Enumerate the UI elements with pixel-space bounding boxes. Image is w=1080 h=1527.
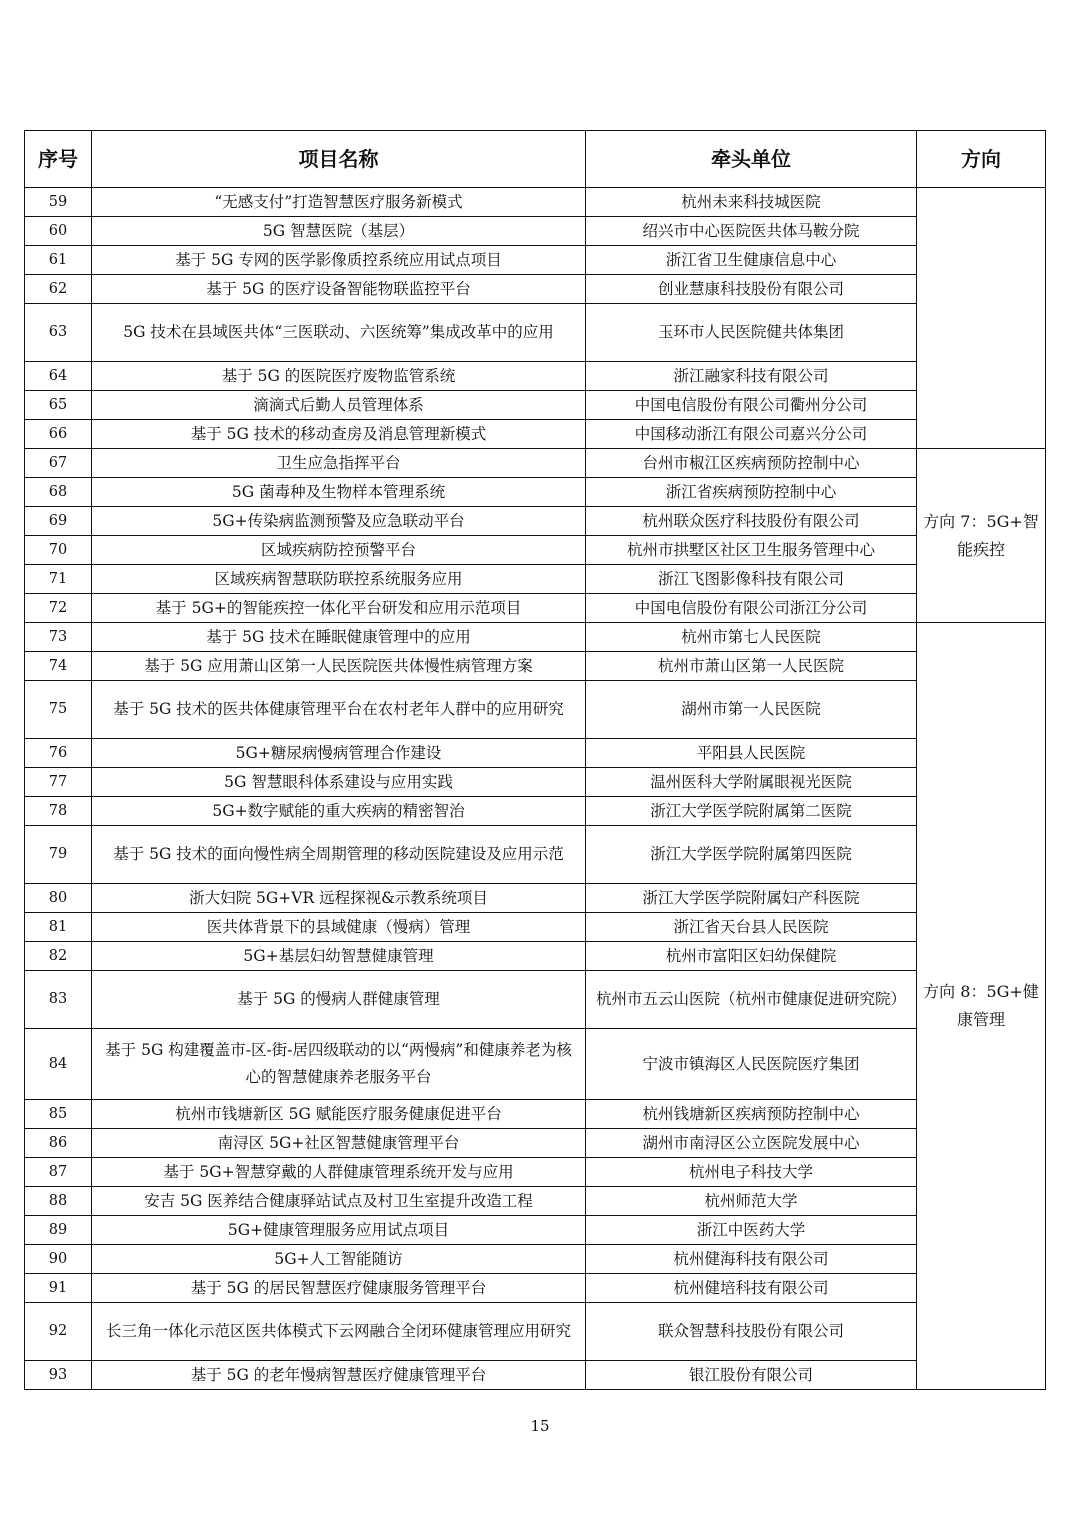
table-row bbox=[25, 1187, 1046, 1216]
table-row bbox=[25, 362, 1046, 391]
direction-cell: 方向 8：5G+健康管理 bbox=[917, 623, 1046, 1390]
table-row bbox=[25, 217, 1046, 246]
lead-unit-cell: 杭州未来科技城医院 bbox=[586, 188, 917, 217]
serial-number-cell: 76 bbox=[25, 739, 92, 768]
lead-unit-cell: 杭州健海科技有限公司 bbox=[586, 1245, 917, 1274]
table-row bbox=[25, 971, 1046, 1029]
header-project-name: 项目名称 bbox=[92, 131, 586, 188]
serial-number-cell: 88 bbox=[25, 1187, 92, 1216]
lead-unit-cell: 浙江融家科技有限公司 bbox=[586, 362, 917, 391]
table-row bbox=[25, 681, 1046, 739]
project-name-cell: 医共体背景下的县域健康（慢病）管理 bbox=[92, 913, 586, 942]
serial-number-cell: 90 bbox=[25, 1245, 92, 1274]
serial-number-cell: 69 bbox=[25, 507, 92, 536]
serial-number-cell: 64 bbox=[25, 362, 92, 391]
lead-unit-cell: 杭州市萧山区第一人民医院 bbox=[586, 652, 917, 681]
table-row bbox=[25, 1303, 1046, 1361]
lead-unit-cell: 联众智慧科技股份有限公司 bbox=[586, 1303, 917, 1361]
serial-number-cell: 84 bbox=[25, 1029, 92, 1100]
project-name-cell: 基于 5G 的医疗设备智能物联监控平台 bbox=[92, 275, 586, 304]
project-name-cell: 卫生应急指挥平台 bbox=[92, 449, 586, 478]
table-row bbox=[25, 275, 1046, 304]
lead-unit-cell: 杭州市第七人民医院 bbox=[586, 623, 917, 652]
serial-number-cell: 74 bbox=[25, 652, 92, 681]
project-name-cell: 5G+糖尿病慢病管理合作建设 bbox=[92, 739, 586, 768]
table-row bbox=[25, 449, 1046, 478]
lead-unit-cell: 台州市椒江区疾病预防控制中心 bbox=[586, 449, 917, 478]
lead-unit-cell: 玉环市人民医院健共体集团 bbox=[586, 304, 917, 362]
project-name-cell: 基于 5G 的慢病人群健康管理 bbox=[92, 971, 586, 1029]
serial-number-cell: 83 bbox=[25, 971, 92, 1029]
table-row bbox=[25, 565, 1046, 594]
project-name-cell: 基于 5G 构建覆盖市-区-街-居四级联动的以“两慢病”和健康养老为核心的智慧健康养老服务平台 bbox=[92, 1029, 586, 1100]
serial-number-cell: 61 bbox=[25, 246, 92, 275]
serial-number-cell: 66 bbox=[25, 420, 92, 449]
lead-unit-cell: 杭州钱塘新区疾病预防控制中心 bbox=[586, 1100, 917, 1129]
lead-unit-cell: 绍兴市中心医院医共体马鞍分院 bbox=[586, 217, 917, 246]
lead-unit-cell: 宁波市镇海区人民医院医疗集团 bbox=[586, 1029, 917, 1100]
project-name-cell: 基于 5G 的老年慢病智慧医疗健康管理平台 bbox=[92, 1361, 586, 1390]
direction-cell bbox=[917, 188, 1046, 449]
lead-unit-cell: 浙江省卫生健康信息中心 bbox=[586, 246, 917, 275]
lead-unit-cell: 杭州市五云山医院（杭州市健康促进研究院） bbox=[586, 971, 917, 1029]
table-row bbox=[25, 420, 1046, 449]
table-row bbox=[25, 1216, 1046, 1245]
project-name-cell: 5G 智慧医院（基层） bbox=[92, 217, 586, 246]
table-row bbox=[25, 913, 1046, 942]
direction-cell: 方向 7：5G+智能疾控 bbox=[917, 449, 1046, 623]
table-row bbox=[25, 536, 1046, 565]
table-row bbox=[25, 797, 1046, 826]
project-name-cell: 5G 智慧眼科体系建设与应用实践 bbox=[92, 768, 586, 797]
lead-unit-cell: 平阳县人民医院 bbox=[586, 739, 917, 768]
project-name-cell: 5G+数字赋能的重大疾病的精密智治 bbox=[92, 797, 586, 826]
table-row bbox=[25, 478, 1046, 507]
lead-unit-cell: 中国移动浙江有限公司嘉兴分公司 bbox=[586, 420, 917, 449]
lead-unit-cell: 浙江大学医学院附属第四医院 bbox=[586, 826, 917, 884]
table-row bbox=[25, 739, 1046, 768]
project-name-cell: 5G+基层妇幼智慧健康管理 bbox=[92, 942, 586, 971]
project-name-cell: 基于 5G 技术在睡眠健康管理中的应用 bbox=[92, 623, 586, 652]
project-name-cell: 基于 5G 技术的面向慢性病全周期管理的移动医院建设及应用示范 bbox=[92, 826, 586, 884]
table-row bbox=[25, 594, 1046, 623]
serial-number-cell: 82 bbox=[25, 942, 92, 971]
table-row bbox=[25, 1361, 1046, 1390]
lead-unit-cell: 湖州市南浔区公立医院发展中心 bbox=[586, 1129, 917, 1158]
table-header-row bbox=[25, 131, 1046, 188]
lead-unit-cell: 创业慧康科技股份有限公司 bbox=[586, 275, 917, 304]
project-name-cell: 基于 5G 应用萧山区第一人民医院医共体慢性病管理方案 bbox=[92, 652, 586, 681]
lead-unit-cell: 杭州市富阳区妇幼保健院 bbox=[586, 942, 917, 971]
serial-number-cell: 67 bbox=[25, 449, 92, 478]
table-row bbox=[25, 768, 1046, 797]
project-name-cell: 浙大妇院 5G+VR 远程探视&示教系统项目 bbox=[92, 884, 586, 913]
serial-number-cell: 75 bbox=[25, 681, 92, 739]
table-row bbox=[25, 391, 1046, 420]
lead-unit-cell: 浙江大学医学院附属妇产科医院 bbox=[586, 884, 917, 913]
serial-number-cell: 71 bbox=[25, 565, 92, 594]
lead-unit-cell: 浙江大学医学院附属第二医院 bbox=[586, 797, 917, 826]
project-name-cell: 5G+健康管理服务应用试点项目 bbox=[92, 1216, 586, 1245]
project-name-cell: 5G 菌毒种及生物样本管理系统 bbox=[92, 478, 586, 507]
project-table bbox=[24, 130, 1046, 1390]
project-name-cell: 基于 5G 专网的医学影像质控系统应用试点项目 bbox=[92, 246, 586, 275]
project-name-cell: 基于 5G 的居民智慧医疗健康服务管理平台 bbox=[92, 1274, 586, 1303]
table-row bbox=[25, 826, 1046, 884]
table-row bbox=[25, 246, 1046, 275]
project-name-cell: 基于 5G+的智能疾控一体化平台研发和应用示范项目 bbox=[92, 594, 586, 623]
table-body bbox=[25, 188, 1046, 1390]
serial-number-cell: 72 bbox=[25, 594, 92, 623]
project-name-cell: “无感支付”打造智慧医疗服务新模式 bbox=[92, 188, 586, 217]
serial-number-cell: 91 bbox=[25, 1274, 92, 1303]
lead-unit-cell: 浙江省疾病预防控制中心 bbox=[586, 478, 917, 507]
project-name-cell: 5G+人工智能随访 bbox=[92, 1245, 586, 1274]
project-name-cell: 5G+传染病监测预警及应急联动平台 bbox=[92, 507, 586, 536]
project-name-cell: 南浔区 5G+社区智慧健康管理平台 bbox=[92, 1129, 586, 1158]
header-direction: 方向 bbox=[917, 131, 1046, 188]
table-row bbox=[25, 1100, 1046, 1129]
lead-unit-cell: 杭州健培科技有限公司 bbox=[586, 1274, 917, 1303]
serial-number-cell: 78 bbox=[25, 797, 92, 826]
project-name-cell: 基于 5G 的医院医疗废物监管系统 bbox=[92, 362, 586, 391]
serial-number-cell: 87 bbox=[25, 1158, 92, 1187]
serial-number-cell: 73 bbox=[25, 623, 92, 652]
table-row bbox=[25, 188, 1046, 217]
table-row bbox=[25, 1029, 1046, 1100]
serial-number-cell: 93 bbox=[25, 1361, 92, 1390]
lead-unit-cell: 温州医科大学附属眼视光医院 bbox=[586, 768, 917, 797]
table-row bbox=[25, 1158, 1046, 1187]
header-lead-unit: 牵头单位 bbox=[586, 131, 917, 188]
serial-number-cell: 79 bbox=[25, 826, 92, 884]
table-row bbox=[25, 507, 1046, 536]
lead-unit-cell: 杭州联众医疗科技股份有限公司 bbox=[586, 507, 917, 536]
project-name-cell: 杭州市钱塘新区 5G 赋能医疗服务健康促进平台 bbox=[92, 1100, 586, 1129]
project-name-cell: 长三角一体化示范区医共体模式下云网融合全闭环健康管理应用研究 bbox=[92, 1303, 586, 1361]
serial-number-cell: 81 bbox=[25, 913, 92, 942]
lead-unit-cell: 湖州市第一人民医院 bbox=[586, 681, 917, 739]
project-name-cell: 基于 5G 技术的移动查房及消息管理新模式 bbox=[92, 420, 586, 449]
lead-unit-cell: 浙江飞图影像科技有限公司 bbox=[586, 565, 917, 594]
serial-number-cell: 62 bbox=[25, 275, 92, 304]
lead-unit-cell: 杭州电子科技大学 bbox=[586, 1158, 917, 1187]
lead-unit-cell: 浙江省天台县人民医院 bbox=[586, 913, 917, 942]
serial-number-cell: 65 bbox=[25, 391, 92, 420]
lead-unit-cell: 中国电信股份有限公司衢州分公司 bbox=[586, 391, 917, 420]
serial-number-cell: 86 bbox=[25, 1129, 92, 1158]
serial-number-cell: 85 bbox=[25, 1100, 92, 1129]
lead-unit-cell: 杭州师范大学 bbox=[586, 1187, 917, 1216]
project-name-cell: 5G 技术在县域医共体“三医联动、六医统筹”集成改革中的应用 bbox=[92, 304, 586, 362]
serial-number-cell: 92 bbox=[25, 1303, 92, 1361]
serial-number-cell: 80 bbox=[25, 884, 92, 913]
serial-number-cell: 59 bbox=[25, 188, 92, 217]
project-name-cell: 区域疾病智慧联防联控系统服务应用 bbox=[92, 565, 586, 594]
serial-number-cell: 70 bbox=[25, 536, 92, 565]
page-number: 15 bbox=[530, 1417, 550, 1435]
serial-number-cell: 68 bbox=[25, 478, 92, 507]
serial-number-cell: 77 bbox=[25, 768, 92, 797]
lead-unit-cell: 杭州市拱墅区社区卫生服务管理中心 bbox=[586, 536, 917, 565]
table-row bbox=[25, 1245, 1046, 1274]
table-row bbox=[25, 304, 1046, 362]
serial-number-cell: 63 bbox=[25, 304, 92, 362]
lead-unit-cell: 银江股份有限公司 bbox=[586, 1361, 917, 1390]
lead-unit-cell: 浙江中医药大学 bbox=[586, 1216, 917, 1245]
table-row bbox=[25, 942, 1046, 971]
lead-unit-cell: 中国电信股份有限公司浙江分公司 bbox=[586, 594, 917, 623]
table-row bbox=[25, 884, 1046, 913]
table-row bbox=[25, 1129, 1046, 1158]
project-name-cell: 基于 5G 技术的医共体健康管理平台在农村老年人群中的应用研究 bbox=[92, 681, 586, 739]
serial-number-cell: 89 bbox=[25, 1216, 92, 1245]
project-name-cell: 区域疾病防控预警平台 bbox=[92, 536, 586, 565]
project-name-cell: 滴滴式后勤人员管理体系 bbox=[92, 391, 586, 420]
project-name-cell: 安吉 5G 医养结合健康驿站试点及村卫生室提升改造工程 bbox=[92, 1187, 586, 1216]
table-row bbox=[25, 1274, 1046, 1303]
header-serial-number: 序号 bbox=[25, 131, 92, 188]
serial-number-cell: 60 bbox=[25, 217, 92, 246]
project-name-cell: 基于 5G+智慧穿戴的人群健康管理系统开发与应用 bbox=[92, 1158, 586, 1187]
table-row bbox=[25, 652, 1046, 681]
table-row bbox=[25, 623, 1046, 652]
